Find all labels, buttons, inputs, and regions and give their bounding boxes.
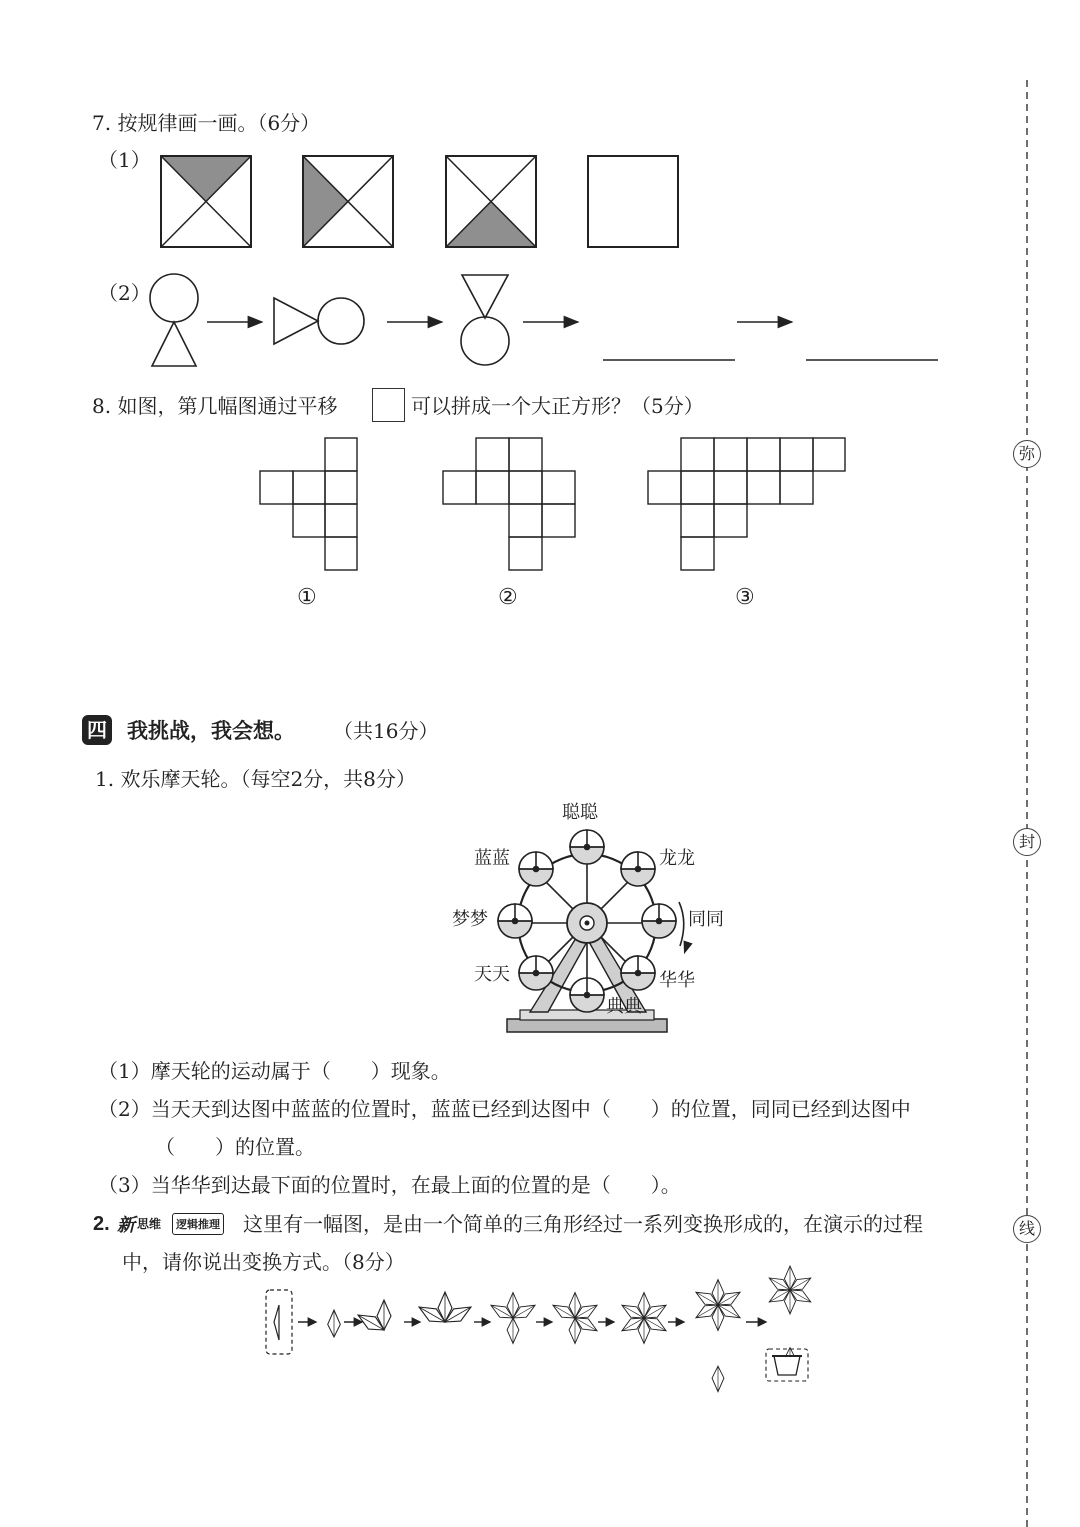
section-badge: 四	[82, 715, 112, 745]
q2-tag-new: 新	[117, 1215, 135, 1236]
q1-sub2-line1: （2）当天天到达图中蓝蓝的位置时，蓝蓝已经到达图中（ ）的位置，同同已经到达图中	[98, 1097, 911, 1121]
section-title: 我挑战，我会想。	[127, 718, 295, 743]
q2-tag-brand: 思维	[137, 1217, 162, 1231]
name-top-right: 龙龙	[659, 848, 695, 869]
q1-sub3: （3）当华华到达最下面的位置时，在最上面的位置的是（ ）。	[98, 1173, 681, 1197]
q2-tag-category: 逻辑推理	[172, 1213, 224, 1235]
q1-title: 1. 欢乐摩天轮。（每空2分，共8分）	[95, 767, 416, 791]
name-bottom: 典典	[606, 996, 642, 1017]
q8-title-after: 可以拼成一个大正方形？（5分）	[411, 394, 704, 418]
name-bottom-right: 华华	[659, 970, 695, 991]
q7-part1-label: （1）	[98, 148, 151, 172]
name-top: 聪聪	[562, 802, 598, 823]
q7-title: 7. 按规律画一画。（6分）	[92, 111, 321, 135]
q1-sub2-line2: （ ）的位置。	[155, 1135, 315, 1159]
seal-mark-1: 弥	[1013, 440, 1041, 468]
q2-number: 2.	[93, 1213, 110, 1235]
seal-mark-3: 线	[1013, 1215, 1041, 1243]
q8-label-1: ①	[297, 585, 317, 610]
name-bottom-left: 天天	[474, 964, 510, 985]
name-left: 梦梦	[452, 909, 488, 930]
name-right: 同同	[688, 909, 724, 930]
q2-text-line1: 这里有一幅图，是由一个简单的三角形经过一系列变换形成的，在演示的过程	[243, 1212, 923, 1236]
q2-text-line2: 中，请你说出变换方式。（8分）	[122, 1250, 405, 1274]
q7-part2-label: （2）	[98, 281, 151, 305]
q1-sub1: （1）摩天轮的运动属于（ ）现象。	[98, 1059, 451, 1083]
q8-label-3: ③	[735, 585, 755, 610]
q8-title-before: 8. 如图，第几幅图通过平移	[92, 394, 338, 418]
q8-label-2: ②	[498, 585, 518, 610]
seal-mark-2: 封	[1013, 828, 1041, 856]
name-top-left: 蓝蓝	[474, 848, 510, 869]
section-points: （共16分）	[333, 719, 439, 743]
